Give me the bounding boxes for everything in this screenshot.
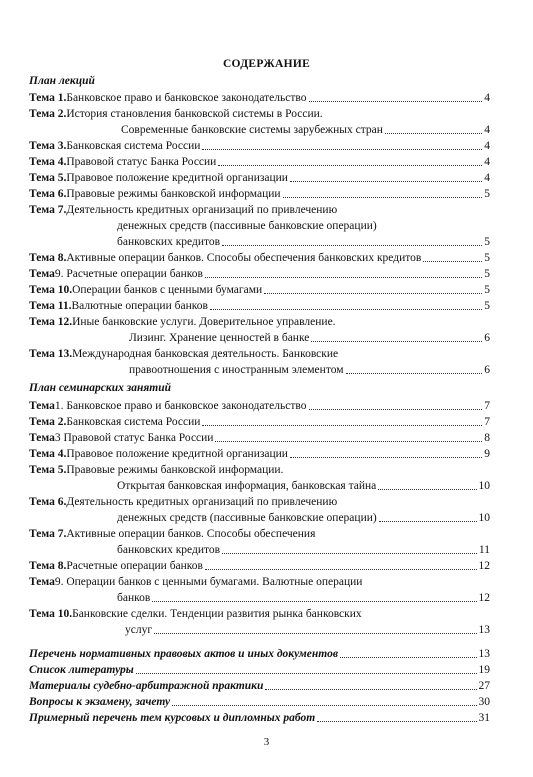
dot-leader <box>290 457 482 458</box>
toc-entry-page: 5 <box>484 284 490 296</box>
toc-entry[interactable] <box>29 316 490 329</box>
dot-leader <box>215 441 482 442</box>
toc-entry[interactable] <box>29 480 490 493</box>
toc-entry[interactable] <box>29 364 490 377</box>
dot-leader <box>290 181 482 182</box>
dot-leader <box>205 569 477 570</box>
toc-entry-text: Правовые режимы банковской информации <box>66 188 281 200</box>
toc-entry-page: 8 <box>484 432 490 444</box>
toc-entry-label: Тема <box>29 432 55 444</box>
toc-entry-label: Тема 10. <box>29 284 73 296</box>
dot-leader <box>264 293 482 294</box>
toc-entry-text: Банковская система России <box>66 416 201 428</box>
toc-entry[interactable] <box>29 172 490 185</box>
toc-entry-text: Иные банковские услуги. Доверительное управление. <box>72 316 336 328</box>
toc-entry-label: Тема 1. <box>29 92 67 104</box>
toc-entry-text: Открытая банковская информация, банковская тайна <box>117 480 377 492</box>
toc-entry[interactable] <box>29 332 490 345</box>
toc-entry-label: Тема 8. <box>29 560 67 572</box>
toc-entry-label: Тема 5. <box>29 464 67 476</box>
dot-leader <box>210 309 482 310</box>
toc-entry[interactable] <box>29 124 490 137</box>
toc-entry[interactable] <box>29 496 490 509</box>
toc-entry-label: Тема 4. <box>29 448 67 460</box>
toc-entry-text: 9. Расчетные операции банков <box>54 268 203 280</box>
toc-entry-text: Материалы судебно-арбитражной практики <box>29 680 264 692</box>
toc-entry-label: Тема 2. <box>29 416 67 428</box>
dot-leader <box>385 133 482 134</box>
toc-entry-text: Правовой статус Банка России <box>66 156 217 168</box>
toc-entry-page: 5 <box>484 252 490 264</box>
dot-leader <box>309 409 483 410</box>
toc-entry[interactable] <box>29 696 490 709</box>
toc-entry-page: 4 <box>484 156 490 168</box>
toc-entry-text: Список литературы <box>29 664 134 676</box>
toc-entry[interactable] <box>29 448 490 461</box>
toc-entry[interactable] <box>29 576 490 589</box>
toc-entry-text: Банковские сделки. Тенденции развития рынка банковских <box>72 608 362 620</box>
toc-entry-text: Лизинг. Хранение ценностей в банке <box>129 332 310 344</box>
dot-leader <box>311 341 482 342</box>
toc-entry-text: Расчетные операции банков <box>66 560 203 572</box>
toc-entry-text: Банковская система России <box>66 140 201 152</box>
toc-entry-label: Тема 4. <box>29 156 67 168</box>
toc-entry-page: 4 <box>484 140 490 152</box>
toc-entry-text: Деятельность кредитных организаций по привлечению <box>66 204 338 216</box>
toc-entry[interactable] <box>29 348 490 361</box>
toc-entry-page: 10 <box>478 512 490 524</box>
toc-entry[interactable] <box>29 204 490 217</box>
dot-leader <box>283 197 483 198</box>
toc-entry-page: 11 <box>478 544 490 556</box>
toc-entry-page: 7 <box>484 416 490 428</box>
toc-entry-page: 9 <box>484 448 490 460</box>
toc-entry-text: Вопросы к экзамену, зачету <box>29 696 171 708</box>
toc-entry-text: Примерный перечень тем курсовых и дипломных работ <box>29 712 316 724</box>
toc-entry-label: Тема 7. <box>29 204 67 216</box>
toc-entry-page: 6 <box>484 364 490 376</box>
dot-leader <box>202 149 482 150</box>
dot-leader <box>309 101 483 102</box>
toc-entry[interactable] <box>29 108 490 121</box>
toc-entry[interactable] <box>29 252 490 265</box>
toc-entry[interactable] <box>29 140 490 153</box>
toc-entry-label: Тема <box>29 268 55 280</box>
toc-entry-page: 30 <box>478 696 490 708</box>
toc-entry[interactable] <box>29 560 490 573</box>
dot-leader <box>378 489 476 490</box>
toc-entry-label: Тема <box>29 400 55 412</box>
toc-entry[interactable] <box>29 188 490 201</box>
toc-entry-page: 5 <box>484 268 490 280</box>
toc-entry-label: Тема 8. <box>29 252 67 264</box>
toc-entry-page: 12 <box>478 560 490 572</box>
dot-leader <box>205 277 482 278</box>
toc-entry-page: 13 <box>478 648 490 660</box>
toc-entry[interactable] <box>29 528 490 541</box>
toc-entry-text: 3 Правовой статус Банка России <box>54 432 214 444</box>
dot-leader <box>317 721 476 722</box>
toc-entry-page: 13 <box>478 624 490 636</box>
toc-entry[interactable] <box>29 648 490 661</box>
toc-entry-label: Тема <box>29 576 55 588</box>
toc-entry-page: 31 <box>478 712 490 724</box>
toc-entry-label: Тема 7. <box>29 528 67 540</box>
toc-entry[interactable] <box>29 544 490 557</box>
section-title-seminars: План семинарских занятий <box>29 382 172 394</box>
toc-entry-text: Правовые режимы банковской информации. <box>66 464 284 476</box>
toc-entry[interactable] <box>29 284 490 297</box>
toc-entry[interactable] <box>29 416 490 429</box>
toc-entry[interactable] <box>29 592 490 605</box>
toc-entry-text: банковских кредитов <box>117 236 221 248</box>
toc-entry-page: 5 <box>484 300 490 312</box>
toc-entry-text: История становления банковской системы в России. <box>66 108 323 120</box>
toc-entry[interactable] <box>29 624 490 637</box>
toc-entry-page: 6 <box>484 332 490 344</box>
toc-entry-text: Активные операции банков. Способы обеспечения банковских кредитов <box>66 252 422 264</box>
toc-entry-page: 27 <box>478 680 490 692</box>
toc-entry[interactable] <box>29 432 490 445</box>
toc-entry-page: 4 <box>484 92 490 104</box>
toc-entry-label: Тема 10. <box>29 608 73 620</box>
toc-entry-page: 10 <box>478 480 490 492</box>
toc-entry-text: Операции банков с ценными бумагами <box>72 284 263 296</box>
toc-entry[interactable] <box>29 680 490 693</box>
toc-entry-label: Тема 6. <box>29 188 67 200</box>
page-number: 3 <box>263 736 270 748</box>
toc-entry[interactable] <box>29 712 490 725</box>
dot-leader <box>222 245 482 246</box>
toc-entry-label: Тема 5. <box>29 172 67 184</box>
page-title: СОДЕРЖАНИЕ <box>222 58 311 70</box>
toc-entry-text: Международная банковская деятельность. Банковские <box>72 348 339 360</box>
toc-entry[interactable] <box>29 92 490 105</box>
section-title-lectures: План лекций <box>29 75 95 87</box>
dot-leader <box>136 673 477 674</box>
toc-entry-label: Тема 3. <box>29 140 67 152</box>
dot-leader <box>265 689 476 690</box>
toc-entry-label: Тема 6. <box>29 496 67 508</box>
toc-entry[interactable] <box>29 268 490 281</box>
toc-entry[interactable] <box>29 464 490 477</box>
dot-leader <box>172 705 476 706</box>
dot-leader <box>346 373 483 374</box>
toc-entry[interactable] <box>29 664 490 677</box>
toc-entry-text: Активные операции банков. Способы обеспечения <box>66 528 316 540</box>
dot-leader <box>222 553 477 554</box>
toc-entry-page: 5 <box>484 236 490 248</box>
toc-entry[interactable] <box>29 400 490 413</box>
dot-leader <box>340 657 477 658</box>
toc-entry-label: Тема 13. <box>29 348 73 360</box>
toc-entry-text: денежных средств (пассивные банковские операции) <box>117 220 377 232</box>
toc-entry-page: 4 <box>484 172 490 184</box>
dot-leader <box>218 165 482 166</box>
dot-leader <box>154 633 476 634</box>
toc-entry-text: услуг <box>125 624 153 636</box>
toc-entry-page: 4 <box>484 124 490 136</box>
toc-entry-label: Тема 11. <box>29 300 72 312</box>
toc-entry-page: 5 <box>484 188 490 200</box>
dot-leader <box>423 261 482 262</box>
toc-entry[interactable] <box>29 220 490 233</box>
toc-entry-page: 12 <box>478 592 490 604</box>
toc-entry-text: Современные банковские системы зарубежных стран <box>121 124 383 136</box>
toc-entry-text: Правовое положение кредитной организации <box>66 172 288 184</box>
toc-entry-text: 1. Банковское право и банковское законодательство <box>54 400 307 412</box>
dot-leader <box>202 425 482 426</box>
dot-leader <box>152 601 476 602</box>
toc-entry-text: банковских кредитов <box>117 544 221 556</box>
toc-entry[interactable] <box>29 236 490 249</box>
toc-entry-text: правоотношения с иностранным элементом <box>129 364 344 376</box>
toc-entry-text: Деятельность кредитных организаций по привлечению <box>66 496 338 508</box>
toc-entry-label: Тема 12. <box>29 316 73 328</box>
toc-entry-text: банков <box>117 592 151 604</box>
toc-entry[interactable] <box>29 512 490 525</box>
toc-entry[interactable] <box>29 608 490 621</box>
toc-entry-page: 7 <box>484 400 490 412</box>
toc-entry-text: денежных средств (пассивные банковские операции) <box>117 512 377 524</box>
toc-entry-page: 19 <box>478 664 490 676</box>
dot-leader <box>379 521 477 522</box>
toc-entry[interactable] <box>29 156 490 169</box>
toc-entry-text: Валютные операции банков <box>71 300 208 312</box>
toc-entry-text: Банковское право и банковское законодательство <box>66 92 307 104</box>
toc-entry[interactable] <box>29 300 490 313</box>
toc-entry-text: 9. Операции банков с ценными бумагами. Валютные операции <box>54 576 363 588</box>
toc-entry-text: Перечень нормативных правовых актов и иных документов <box>29 648 338 660</box>
toc-entry-text: Правовое положение кредитной организации <box>66 448 288 460</box>
toc-entry-label: Тема 2. <box>29 108 67 120</box>
